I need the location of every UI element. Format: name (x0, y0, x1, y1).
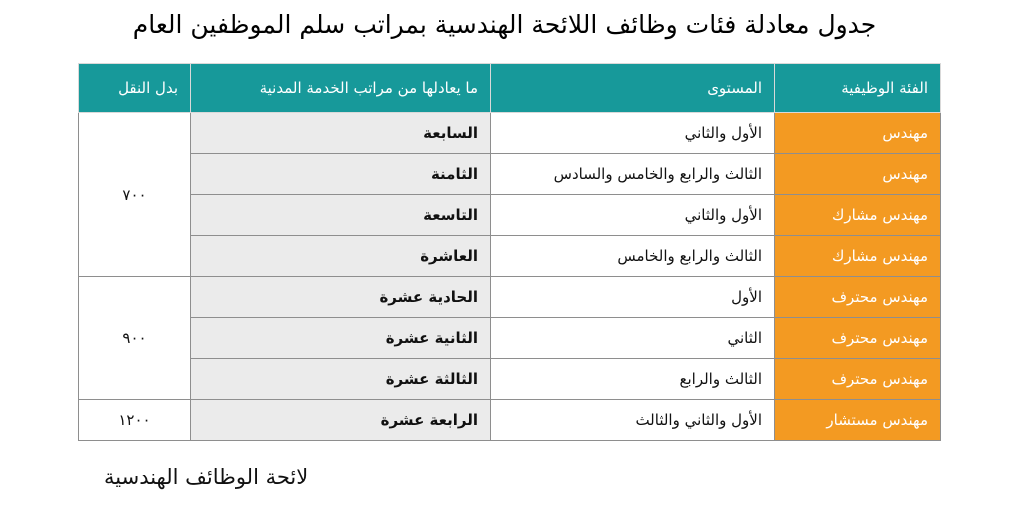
grade-cell: التاسعة (191, 195, 491, 236)
header-grade: ما يعادلها من مراتب الخدمة المدنية (191, 64, 491, 113)
header-allowance: بدل النقل (79, 64, 191, 113)
level-cell: الأول والثاني والثالث (491, 400, 775, 441)
allowance-cell: ٧٠٠ (79, 113, 191, 277)
table-row (79, 195, 941, 236)
header-category: الفئة الوظيفية (775, 64, 941, 113)
grade-cell: العاشرة (191, 236, 491, 277)
table-row (79, 154, 941, 195)
grade-cell: السابعة (191, 113, 491, 154)
category-cell: مهندس محترف (775, 277, 941, 318)
allowance-cell: ١٢٠٠ (79, 400, 191, 441)
table-row (79, 318, 941, 359)
equivalence-table (78, 63, 941, 441)
level-cell: الثاني (491, 318, 775, 359)
grade-cell: الرابعة عشرة (191, 400, 491, 441)
level-cell: الأول والثاني (491, 195, 775, 236)
category-cell: مهندس مستشار (775, 400, 941, 441)
table-row (79, 113, 941, 154)
header-row (79, 64, 941, 113)
footer-caption: لائحة الوظائف الهندسية (104, 465, 309, 489)
level-cell: الثالث والرابع والخامس والسادس (491, 154, 775, 195)
level-cell: الأول (491, 277, 775, 318)
table-row (79, 277, 941, 318)
table-row (79, 359, 941, 400)
category-cell: مهندس مشارك (775, 195, 941, 236)
category-cell: مهندس (775, 113, 941, 154)
category-cell: مهندس محترف (775, 359, 941, 400)
category-cell: مهندس محترف (775, 318, 941, 359)
grade-cell: الثانية عشرة (191, 318, 491, 359)
page-title: جدول معادلة فئات وظائف اللائحة الهندسية بمراتب سلم الموظفين العام (132, 10, 877, 39)
table-row (79, 236, 941, 277)
level-cell: الأول والثاني (491, 113, 775, 154)
level-cell: الثالث والرابع (491, 359, 775, 400)
table-row (79, 400, 941, 441)
level-cell: الثالث والرابع والخامس (491, 236, 775, 277)
grade-cell: الحادية عشرة (191, 277, 491, 318)
grade-cell: الثالثة عشرة (191, 359, 491, 400)
allowance-cell: ٩٠٠ (79, 277, 191, 400)
header-level: المستوى (491, 64, 775, 113)
category-cell: مهندس (775, 154, 941, 195)
grade-cell: الثامنة (191, 154, 491, 195)
category-cell: مهندس مشارك (775, 236, 941, 277)
